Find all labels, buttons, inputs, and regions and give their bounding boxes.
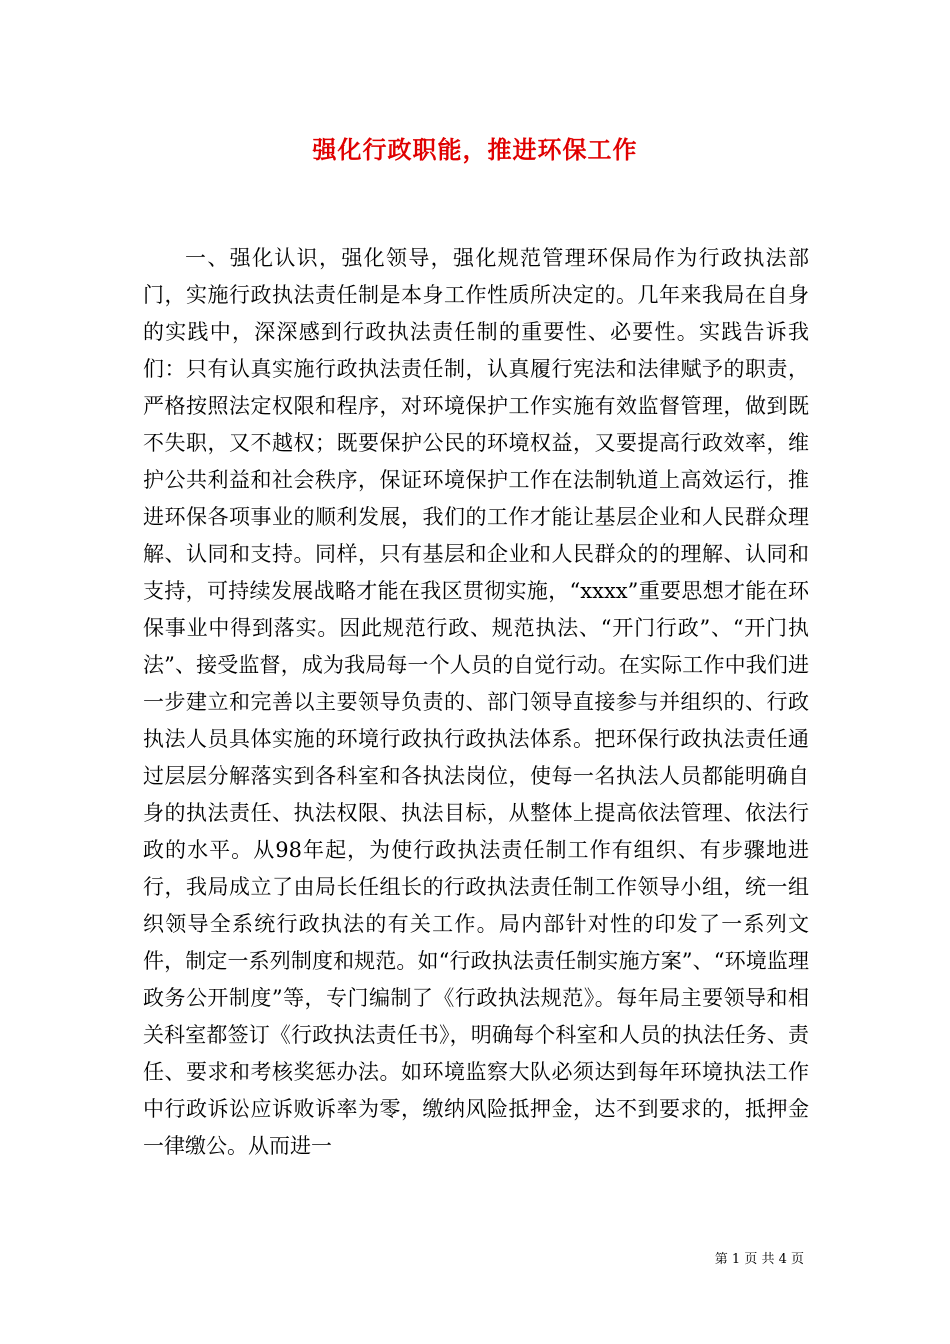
page-number: 第 1 页 共 4 页 [714,1252,804,1267]
body-paragraph: 一、强化认识，强化领导，强化规范管理环保局作为行政执法部门，实施行政执法责任制是本身工作性质所决定的。几年来我局在自身的实践中，深深感到行政执法责任制的重要性、必要性。实践告诉我们：只有认真实施行政执法责任制，认真履行宪法和法律赋予的职责，严格按照法定权限和程序，对环境保护工作实施有效监督管理，做到既不失职，又不越权；既要保护公民的环境权益，又要提高行政效率，维护公共利益和社会秩序，保证环境保护工作在法制轨道上高效运行，推进环保各项事业的顺利发展，我们的工作才能让基层企业和人民群众理解、认同和支持。同样，只有基层和企业和人民群众的的理解、认同和支持，可持续发展战略才能在我区贯彻实施，“xxxx”重要思想才能在环保事业中得到落实。因此规范行政、规范执法、“开门行政”、“开门执法”、接受监督，成为我局每一个人员的自觉行动。在实际工作中我们进一步建立和完善以主要领导负责的、部门领导直接参与并组织的、行政执法人员具体实施的环境行政执行政执法体系。把环保行政执法责任通过层层分解落实到各科室和各执法岗位，使每一名执法人员都能明确自身的执法责任、执法权限、执法目标，从整体上提高依法管理、依法行政的水平。从98年起，为使行政执法责任制工作有组织、有步骤地进行，我局成立了由局长任组长的行政执法责任制工作领导小组，统一组织领导全系统行政执法的有关工作。局内部针对性的印发了一系列文件，制定一系列制度和规范。如“行政执法责任制实施方案”、“环境监理政务公开制度”等，专门编制了《行政执法规范》。每年局主要领导和相关科室都签订《行政执法责任书》，明确每个科室和人员的执法任务、责任、要求和考核奖惩办法。如环境监察大队必须达到每年环境执法工作中行政诉讼应诉败诉率为零，缴纳风险抵押金，达不到要求的，抵押金一律缴公。从而进一 [143,246,809,1158]
document-title: 强化行政职能，推进环保工作 [312,135,638,164]
